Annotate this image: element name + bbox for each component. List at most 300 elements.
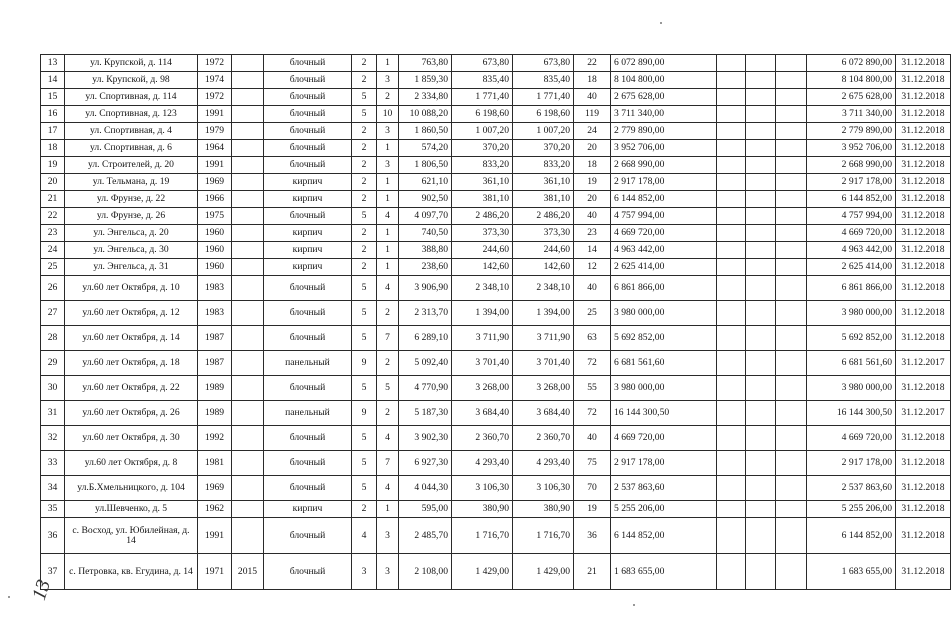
wall-material-cell: кирпич <box>264 501 352 518</box>
cost-cell: 2 537 863,60 <box>611 476 717 501</box>
total-area-cell: 5 187,30 <box>399 401 452 426</box>
empty-cell <box>746 106 776 123</box>
total-cost-cell: 2 917 178,00 <box>807 451 896 476</box>
row-number: 27 <box>41 301 65 326</box>
cost-cell: 3 980 000,00 <box>611 376 717 401</box>
empty-cell <box>746 554 776 590</box>
row-number: 33 <box>41 451 65 476</box>
deadline-date-cell: 31.12.2017 <box>896 401 951 426</box>
year-renovated-cell <box>232 451 264 476</box>
row-number: 36 <box>41 518 65 554</box>
total-area-cell: 4 770,90 <box>399 376 452 401</box>
row-number: 18 <box>41 140 65 157</box>
cost-cell: 2 625 414,00 <box>611 259 717 276</box>
entrances-cell: 4 <box>377 208 399 225</box>
empty-cell <box>776 191 807 208</box>
year-built-cell: 1991 <box>198 106 232 123</box>
wall-material-cell: кирпич <box>264 191 352 208</box>
year-renovated-cell <box>232 326 264 351</box>
year-built-cell: 1991 <box>198 157 232 174</box>
residents-cell: 40 <box>574 426 611 451</box>
wall-material-cell: блочный <box>264 326 352 351</box>
wall-material-cell: блочный <box>264 106 352 123</box>
address-cell: ул. Спортивная, д. 4 <box>65 123 198 140</box>
total-area-cell: 238,60 <box>399 259 452 276</box>
entrances-cell: 2 <box>377 351 399 376</box>
wall-material-cell: кирпич <box>264 242 352 259</box>
year-built-cell: 1960 <box>198 242 232 259</box>
residents-cell: 21 <box>574 554 611 590</box>
floors-cell: 5 <box>352 208 377 225</box>
row-number: 23 <box>41 225 65 242</box>
year-renovated-cell <box>232 89 264 106</box>
total-area-cell: 5 092,40 <box>399 351 452 376</box>
total-cost-cell: 2 625 414,00 <box>807 259 896 276</box>
cost-cell: 2 917 178,00 <box>611 174 717 191</box>
total-area-cell: 2 334,80 <box>399 89 452 106</box>
total-area-cell: 4 097,70 <box>399 208 452 225</box>
empty-cell <box>717 301 746 326</box>
flats-area-cell: 3 106,30 <box>513 476 574 501</box>
cost-cell: 1 683 655,00 <box>611 554 717 590</box>
entrances-cell: 5 <box>377 376 399 401</box>
empty-cell <box>746 501 776 518</box>
flats-area-cell: 3 711,90 <box>513 326 574 351</box>
wall-material-cell: блочный <box>264 376 352 401</box>
empty-cell <box>717 225 746 242</box>
deadline-date-cell: 31.12.2017 <box>896 351 951 376</box>
total-cost-cell: 6 072 890,00 <box>807 55 896 72</box>
residents-cell: 20 <box>574 191 611 208</box>
scan-speck <box>633 604 635 606</box>
year-built-cell: 1983 <box>198 301 232 326</box>
address-cell: ул. Спортивная, д. 123 <box>65 106 198 123</box>
empty-cell <box>746 476 776 501</box>
row-number: 14 <box>41 72 65 89</box>
empty-cell <box>776 476 807 501</box>
flats-area-cell: 142,60 <box>513 259 574 276</box>
address-cell: ул.60 лет Октября, д. 26 <box>65 401 198 426</box>
empty-cell <box>717 89 746 106</box>
wall-material-cell: блочный <box>264 451 352 476</box>
flats-area-cell: 3 684,40 <box>513 401 574 426</box>
address-cell: ул. Фрунзе, д. 22 <box>65 191 198 208</box>
table-body <box>41 55 951 590</box>
row-number: 26 <box>41 276 65 301</box>
living-area-cell: 1 716,70 <box>452 518 513 554</box>
total-cost-cell: 4 669 720,00 <box>807 426 896 451</box>
address-cell: ул. Строителей, д. 20 <box>65 157 198 174</box>
living-area-cell: 2 486,20 <box>452 208 513 225</box>
wall-material-cell: блочный <box>264 518 352 554</box>
floors-cell: 2 <box>352 242 377 259</box>
address-cell: ул. Тельмана, д. 19 <box>65 174 198 191</box>
empty-cell <box>717 426 746 451</box>
total-cost-cell: 16 144 300,50 <box>807 401 896 426</box>
floors-cell: 2 <box>352 72 377 89</box>
address-cell: с. Петровка, кв. Егудина, д. 14 <box>65 554 198 590</box>
total-area-cell: 4 044,30 <box>399 476 452 501</box>
floors-cell: 5 <box>352 426 377 451</box>
entrances-cell: 10 <box>377 106 399 123</box>
living-area-cell: 3 684,40 <box>452 401 513 426</box>
row-number: 16 <box>41 106 65 123</box>
empty-cell <box>746 242 776 259</box>
residents-cell: 19 <box>574 174 611 191</box>
wall-material-cell: блочный <box>264 89 352 106</box>
floors-cell: 3 <box>352 554 377 590</box>
residents-cell: 20 <box>574 140 611 157</box>
empty-cell <box>776 376 807 401</box>
empty-cell <box>776 123 807 140</box>
living-area-cell: 673,80 <box>452 55 513 72</box>
cost-cell: 4 669 720,00 <box>611 426 717 451</box>
floors-cell: 9 <box>352 351 377 376</box>
year-renovated-cell <box>232 276 264 301</box>
deadline-date-cell: 31.12.2018 <box>896 259 951 276</box>
deadline-date-cell: 31.12.2018 <box>896 123 951 140</box>
floors-cell: 5 <box>352 326 377 351</box>
empty-cell <box>776 518 807 554</box>
residents-cell: 18 <box>574 72 611 89</box>
residents-cell: 72 <box>574 351 611 376</box>
empty-cell <box>776 301 807 326</box>
year-renovated-cell <box>232 225 264 242</box>
floors-cell: 2 <box>352 140 377 157</box>
address-cell: ул. Крупской, д. 114 <box>65 55 198 72</box>
entrances-cell: 3 <box>377 72 399 89</box>
entrances-cell: 4 <box>377 476 399 501</box>
living-area-cell: 1 771,40 <box>452 89 513 106</box>
empty-cell <box>776 106 807 123</box>
residents-cell: 14 <box>574 242 611 259</box>
entrances-cell: 1 <box>377 140 399 157</box>
living-area-cell: 2 348,10 <box>452 276 513 301</box>
residents-cell: 75 <box>574 451 611 476</box>
floors-cell: 2 <box>352 157 377 174</box>
year-built-cell: 1987 <box>198 351 232 376</box>
year-built-cell: 1966 <box>198 191 232 208</box>
living-area-cell: 3 711,90 <box>452 326 513 351</box>
deadline-date-cell: 31.12.2018 <box>896 426 951 451</box>
empty-cell <box>776 276 807 301</box>
entrances-cell: 3 <box>377 554 399 590</box>
total-area-cell: 6 927,30 <box>399 451 452 476</box>
deadline-date-cell: 31.12.2018 <box>896 157 951 174</box>
living-area-cell: 3 701,40 <box>452 351 513 376</box>
living-area-cell: 6 198,60 <box>452 106 513 123</box>
year-renovated-cell <box>232 123 264 140</box>
year-built-cell: 1972 <box>198 55 232 72</box>
address-cell: ул.Шевченко, д. 5 <box>65 501 198 518</box>
living-area-cell: 361,10 <box>452 174 513 191</box>
empty-cell <box>717 72 746 89</box>
living-area-cell: 370,20 <box>452 140 513 157</box>
entrances-cell: 1 <box>377 242 399 259</box>
address-cell: ул.60 лет Октября, д. 30 <box>65 426 198 451</box>
floors-cell: 2 <box>352 225 377 242</box>
cost-cell: 3 711 340,00 <box>611 106 717 123</box>
empty-cell <box>776 89 807 106</box>
table-row <box>41 276 951 301</box>
deadline-date-cell: 31.12.2018 <box>896 476 951 501</box>
total-cost-cell: 6 144 852,00 <box>807 518 896 554</box>
total-area-cell: 621,10 <box>399 174 452 191</box>
floors-cell: 2 <box>352 501 377 518</box>
floors-cell: 9 <box>352 401 377 426</box>
table-row <box>41 55 951 72</box>
total-cost-cell: 2 917 178,00 <box>807 174 896 191</box>
empty-cell <box>717 191 746 208</box>
flats-area-cell: 833,20 <box>513 157 574 174</box>
year-built-cell: 1969 <box>198 476 232 501</box>
year-renovated-cell <box>232 208 264 225</box>
empty-cell <box>776 140 807 157</box>
row-number: 22 <box>41 208 65 225</box>
floors-cell: 5 <box>352 89 377 106</box>
living-area-cell: 1 429,00 <box>452 554 513 590</box>
empty-cell <box>746 326 776 351</box>
wall-material-cell: блочный <box>264 140 352 157</box>
deadline-date-cell: 31.12.2018 <box>896 208 951 225</box>
row-number: 30 <box>41 376 65 401</box>
floors-cell: 5 <box>352 476 377 501</box>
row-number: 31 <box>41 401 65 426</box>
cost-cell: 3 980 000,00 <box>611 301 717 326</box>
year-built-cell: 1960 <box>198 259 232 276</box>
flats-area-cell: 4 293,40 <box>513 451 574 476</box>
deadline-date-cell: 31.12.2018 <box>896 174 951 191</box>
row-number: 25 <box>41 259 65 276</box>
living-area-cell: 244,60 <box>452 242 513 259</box>
cost-cell: 5 692 852,00 <box>611 326 717 351</box>
living-area-cell: 381,10 <box>452 191 513 208</box>
total-area-cell: 388,80 <box>399 242 452 259</box>
floors-cell: 5 <box>352 376 377 401</box>
total-area-cell: 10 088,20 <box>399 106 452 123</box>
empty-cell <box>717 276 746 301</box>
floors-cell: 5 <box>352 106 377 123</box>
empty-cell <box>717 326 746 351</box>
total-cost-cell: 6 144 852,00 <box>807 191 896 208</box>
deadline-date-cell: 31.12.2018 <box>896 326 951 351</box>
wall-material-cell: блочный <box>264 426 352 451</box>
wall-material-cell: блочный <box>264 276 352 301</box>
table-row <box>41 301 951 326</box>
total-cost-cell: 5 255 206,00 <box>807 501 896 518</box>
table-row <box>41 326 951 351</box>
cost-cell: 4 757 994,00 <box>611 208 717 225</box>
entrances-cell: 2 <box>377 89 399 106</box>
table-row <box>41 501 951 518</box>
empty-cell <box>746 208 776 225</box>
cost-cell: 2 779 890,00 <box>611 123 717 140</box>
residents-cell: 36 <box>574 518 611 554</box>
address-cell: ул. Спортивная, д. 114 <box>65 89 198 106</box>
year-renovated-cell <box>232 376 264 401</box>
empty-cell <box>746 451 776 476</box>
empty-cell <box>776 401 807 426</box>
empty-cell <box>746 426 776 451</box>
empty-cell <box>746 518 776 554</box>
table-row <box>41 174 951 191</box>
cost-cell: 6 144 852,00 <box>611 191 717 208</box>
year-built-cell: 1979 <box>198 123 232 140</box>
year-renovated-cell <box>232 174 264 191</box>
empty-cell <box>746 157 776 174</box>
page-number: 13 <box>28 576 56 603</box>
year-renovated-cell <box>232 55 264 72</box>
housing-register-table <box>40 54 951 590</box>
row-number: 37 <box>41 554 65 590</box>
entrances-cell: 1 <box>377 225 399 242</box>
year-built-cell: 1981 <box>198 451 232 476</box>
deadline-date-cell: 31.12.2018 <box>896 501 951 518</box>
flats-area-cell: 1 007,20 <box>513 123 574 140</box>
residents-cell: 55 <box>574 376 611 401</box>
year-renovated-cell: 2015 <box>232 554 264 590</box>
empty-cell <box>776 174 807 191</box>
year-renovated-cell <box>232 426 264 451</box>
wall-material-cell: панельный <box>264 351 352 376</box>
residents-cell: 19 <box>574 501 611 518</box>
empty-cell <box>776 72 807 89</box>
entrances-cell: 7 <box>377 326 399 351</box>
cost-cell: 8 104 800,00 <box>611 72 717 89</box>
cost-cell: 6 144 852,00 <box>611 518 717 554</box>
address-cell: ул. Фрунзе, д. 26 <box>65 208 198 225</box>
deadline-date-cell: 31.12.2018 <box>896 191 951 208</box>
address-cell: ул. Энгельса, д. 30 <box>65 242 198 259</box>
row-number: 34 <box>41 476 65 501</box>
total-area-cell: 2 313,70 <box>399 301 452 326</box>
table-row <box>41 140 951 157</box>
empty-cell <box>717 554 746 590</box>
wall-material-cell: кирпич <box>264 225 352 242</box>
entrances-cell: 3 <box>377 157 399 174</box>
flats-area-cell: 1 771,40 <box>513 89 574 106</box>
cost-cell: 4 963 442,00 <box>611 242 717 259</box>
residents-cell: 25 <box>574 301 611 326</box>
living-area-cell: 4 293,40 <box>452 451 513 476</box>
year-built-cell: 1969 <box>198 174 232 191</box>
address-cell: ул. Крупской, д. 98 <box>65 72 198 89</box>
cost-cell: 2 668 990,00 <box>611 157 717 174</box>
flats-area-cell: 6 198,60 <box>513 106 574 123</box>
year-built-cell: 1974 <box>198 72 232 89</box>
year-built-cell: 1962 <box>198 501 232 518</box>
cost-cell: 3 952 706,00 <box>611 140 717 157</box>
empty-cell <box>717 157 746 174</box>
empty-cell <box>776 451 807 476</box>
deadline-date-cell: 31.12.2018 <box>896 518 951 554</box>
floors-cell: 2 <box>352 259 377 276</box>
deadline-date-cell: 31.12.2018 <box>896 451 951 476</box>
wall-material-cell: панельный <box>264 401 352 426</box>
total-cost-cell: 5 692 852,00 <box>807 326 896 351</box>
empty-cell <box>746 191 776 208</box>
empty-cell <box>746 351 776 376</box>
wall-material-cell: блочный <box>264 55 352 72</box>
year-renovated-cell <box>232 106 264 123</box>
table-row <box>41 123 951 140</box>
total-cost-cell: 2 668 990,00 <box>807 157 896 174</box>
flats-area-cell: 673,80 <box>513 55 574 72</box>
total-area-cell: 6 289,10 <box>399 326 452 351</box>
row-number: 15 <box>41 89 65 106</box>
total-area-cell: 902,50 <box>399 191 452 208</box>
scan-speck <box>660 22 662 24</box>
total-area-cell: 1 860,50 <box>399 123 452 140</box>
empty-cell <box>746 123 776 140</box>
address-cell: ул. Энгельса, д. 31 <box>65 259 198 276</box>
flats-area-cell: 381,10 <box>513 191 574 208</box>
empty-cell <box>746 174 776 191</box>
living-area-cell: 1 394,00 <box>452 301 513 326</box>
deadline-date-cell: 31.12.2018 <box>896 242 951 259</box>
empty-cell <box>746 55 776 72</box>
address-cell: ул.60 лет Октября, д. 18 <box>65 351 198 376</box>
row-number: 24 <box>41 242 65 259</box>
empty-cell <box>717 123 746 140</box>
empty-cell <box>746 140 776 157</box>
living-area-cell: 3 106,30 <box>452 476 513 501</box>
address-cell: ул. Спортивная, д. 6 <box>65 140 198 157</box>
entrances-cell: 4 <box>377 426 399 451</box>
table-row <box>41 106 951 123</box>
empty-cell <box>776 55 807 72</box>
floors-cell: 5 <box>352 301 377 326</box>
empty-cell <box>717 174 746 191</box>
residents-cell: 22 <box>574 55 611 72</box>
year-renovated-cell <box>232 157 264 174</box>
total-cost-cell: 2 779 890,00 <box>807 123 896 140</box>
total-cost-cell: 3 711 340,00 <box>807 106 896 123</box>
total-area-cell: 2 485,70 <box>399 518 452 554</box>
empty-cell <box>746 301 776 326</box>
floors-cell: 5 <box>352 276 377 301</box>
deadline-date-cell: 31.12.2018 <box>896 72 951 89</box>
year-built-cell: 1964 <box>198 140 232 157</box>
living-area-cell: 373,30 <box>452 225 513 242</box>
table-row <box>41 191 951 208</box>
year-built-cell: 1972 <box>198 89 232 106</box>
address-cell: ул.Б.Хмельницкого, д. 104 <box>65 476 198 501</box>
year-renovated-cell <box>232 259 264 276</box>
empty-cell <box>776 208 807 225</box>
living-area-cell: 835,40 <box>452 72 513 89</box>
empty-cell <box>746 225 776 242</box>
year-renovated-cell <box>232 401 264 426</box>
table-row <box>41 426 951 451</box>
deadline-date-cell: 31.12.2018 <box>896 55 951 72</box>
deadline-date-cell: 31.12.2018 <box>896 276 951 301</box>
living-area-cell: 380,90 <box>452 501 513 518</box>
total-cost-cell: 4 757 994,00 <box>807 208 896 225</box>
empty-cell <box>717 208 746 225</box>
year-built-cell: 1960 <box>198 225 232 242</box>
year-renovated-cell <box>232 242 264 259</box>
empty-cell <box>746 89 776 106</box>
cost-cell: 5 255 206,00 <box>611 501 717 518</box>
entrances-cell: 4 <box>377 276 399 301</box>
empty-cell <box>717 518 746 554</box>
empty-cell <box>776 259 807 276</box>
address-cell: ул.60 лет Октября, д. 22 <box>65 376 198 401</box>
year-built-cell: 1989 <box>198 376 232 401</box>
empty-cell <box>717 242 746 259</box>
total-cost-cell: 4 669 720,00 <box>807 225 896 242</box>
